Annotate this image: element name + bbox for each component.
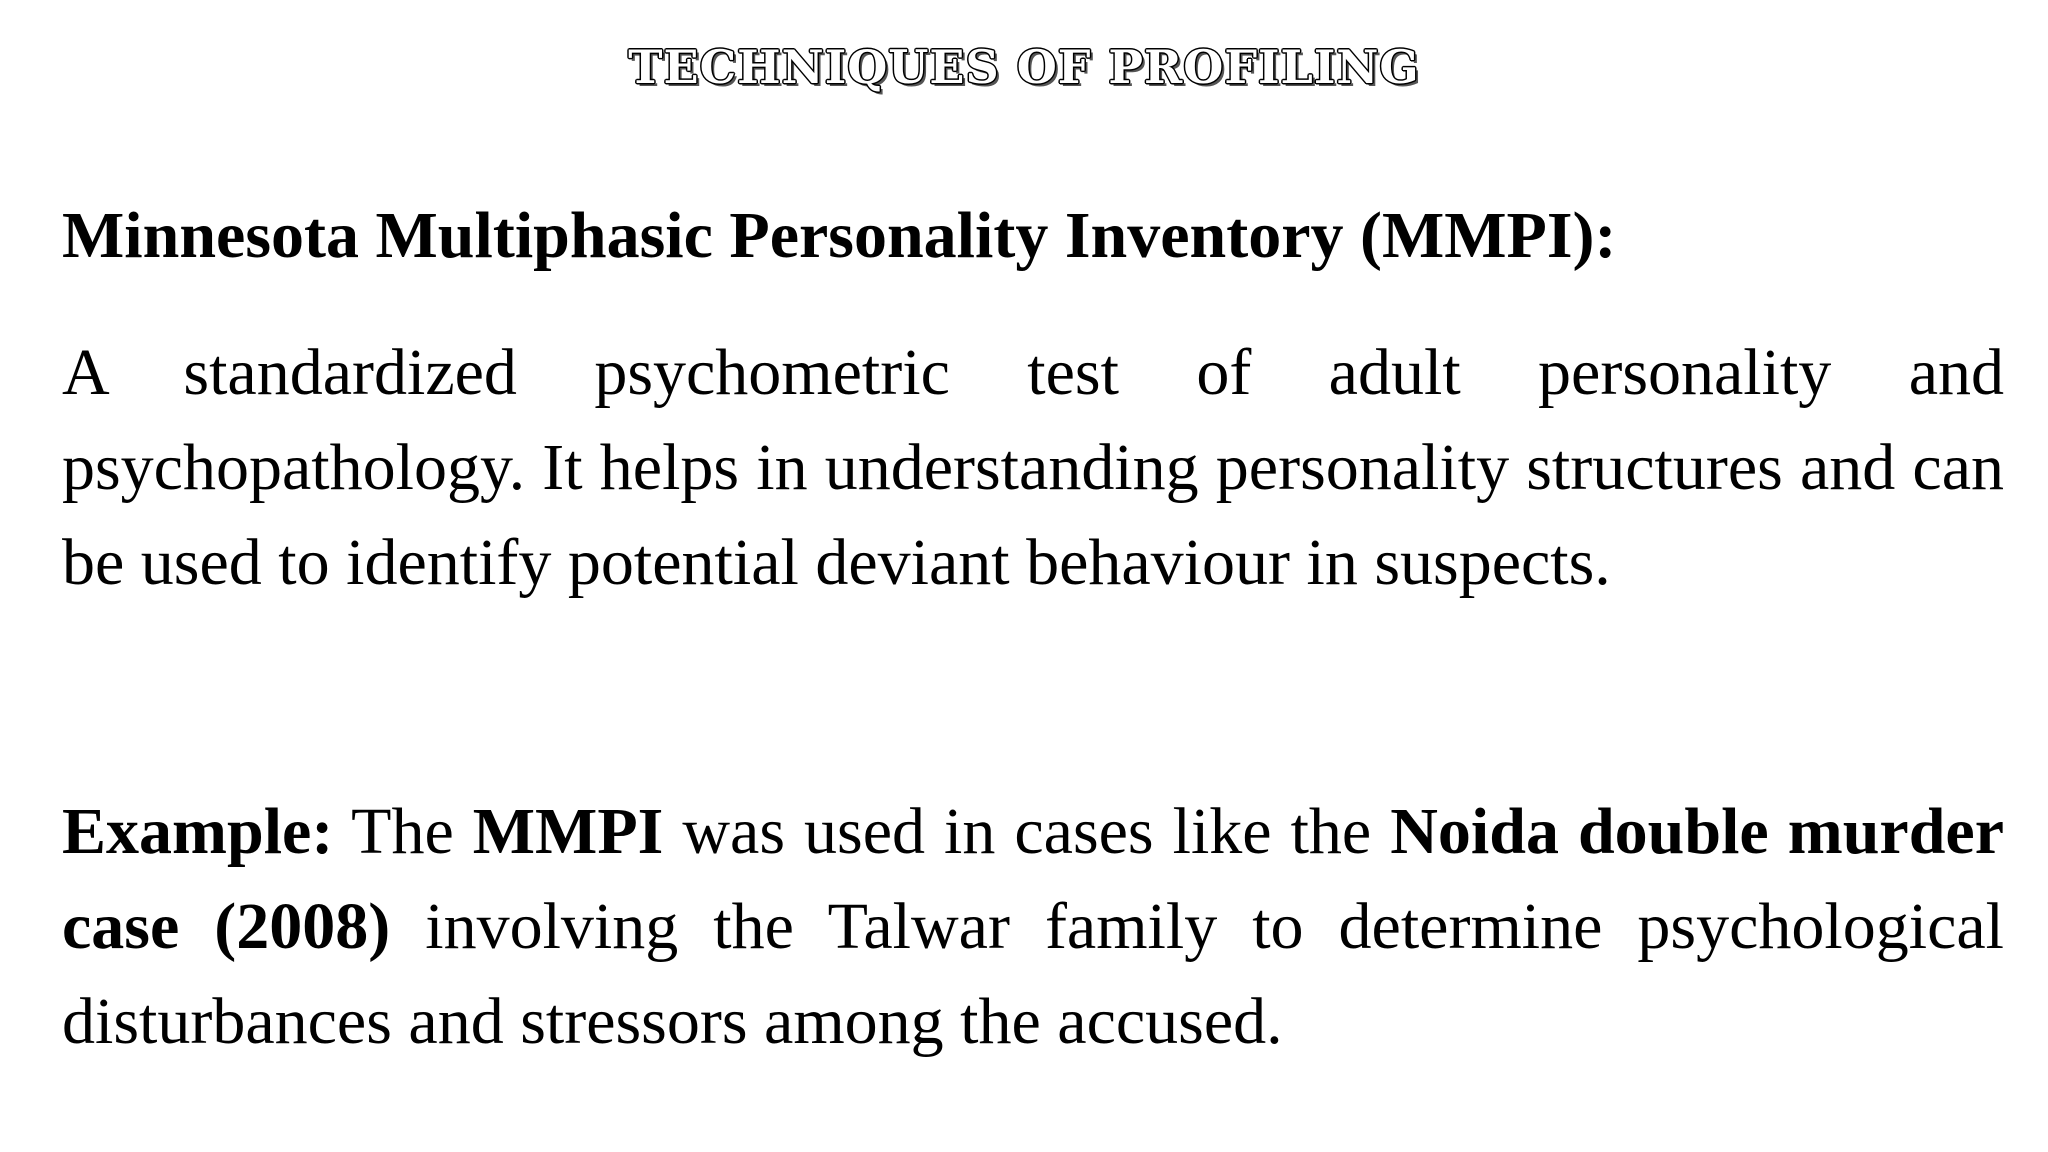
example-text-3: involving the Talwar family to determine psychological disturbances and stressors among the accused.: [62, 890, 2004, 1058]
example-case-name: Noida double murder case (2008): [62, 795, 2004, 963]
description-paragraph: A standardized psychometric test of adult personality and psychopathology. It helps in understanding personality structures and can be used to identify potential deviant behaviour in suspects.: [62, 336, 2004, 599]
example-label: Example:: [62, 795, 334, 868]
example-mmpi: MMPI: [472, 795, 664, 868]
example-paragraph: [62, 784, 2004, 1069]
example-text-2: was used in cases like the: [663, 795, 1391, 868]
slide-title: TECHNIQUES OF PROFILING: [628, 40, 1420, 94]
section-heading: Minnesota Multiphasic Personality Inventory (MMPI):: [62, 199, 1617, 272]
example-text-1: The: [333, 795, 473, 868]
